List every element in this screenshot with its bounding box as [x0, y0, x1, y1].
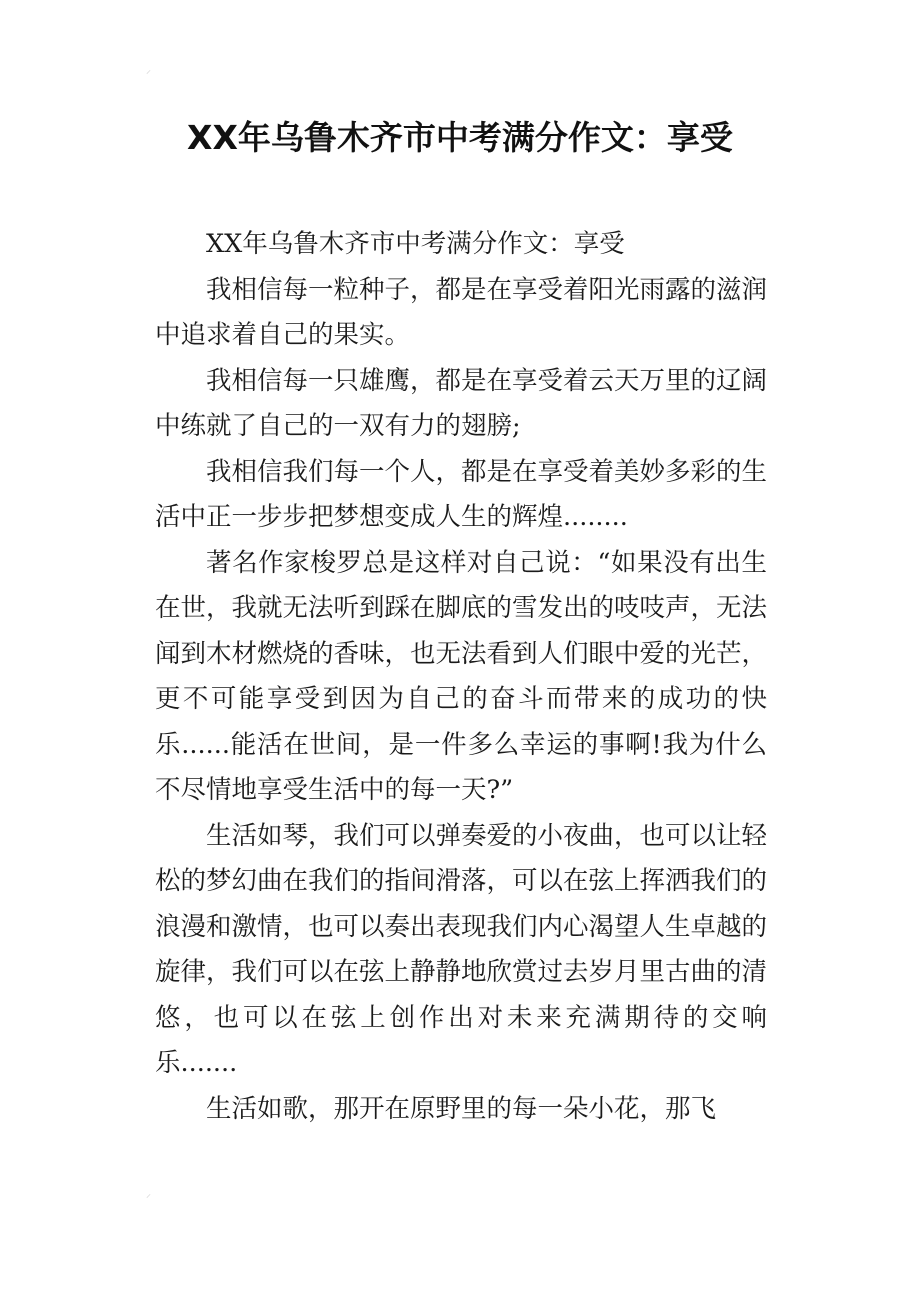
paragraph: 我相信每一只雄鹰，都是在享受着云天万里的辽阔中练就了自己的一双有力的翅膀; — [155, 365, 768, 441]
page-corner-mark-top: ⸝ — [146, 65, 151, 76]
document-body — [155, 222, 767, 1132]
paragraph-subtitle: XX年乌鲁木齐市中考满分作文：享受 — [206, 229, 625, 259]
document-title: XX年乌鲁木齐市中考满分作文：享受 — [187, 118, 733, 157]
paragraph: 生活如琴，我们可以弹奏爱的小夜曲，也可以让轻松的梦幻曲在我们的指间滑落，可以在弦上挥洒我们的浪漫和激情，也可以奏出表现我们内心渴望人生卓越的旋律，我们可以在弦上静静地欣赏过去岁月里古曲的清悠，也可以在弦上创作出对未来充满期待的交响乐....... — [155, 820, 768, 1078]
paragraph: 我相信每一粒种子，都是在享受着阳光雨露的滋润中追求着自己的果实。 — [155, 274, 768, 350]
paragraph: 我相信我们每一个人，都是在享受着美妙多彩的生活中正一步步把梦想变成人生的辉煌........ — [155, 456, 768, 532]
page-corner-mark-bottom: ⸝ — [146, 1189, 151, 1200]
paragraph: 生活如歌，那开在原野里的每一朵小花，那飞 — [206, 1093, 717, 1124]
paragraph: 著名作家梭罗总是这样对自己说：“如果没有出生在世，我就无法听到踩在脚底的雪发出的吱吱声，无法闻到木材燃烧的香味，也无法看到人们眼中爱的光芒，更不可能享受到因为自己的奋斗而带来的成功的快乐......能活在世间，是一件多么幸运的事啊!我为什么不尽情地享受生活中的每一天?” — [155, 547, 768, 805]
